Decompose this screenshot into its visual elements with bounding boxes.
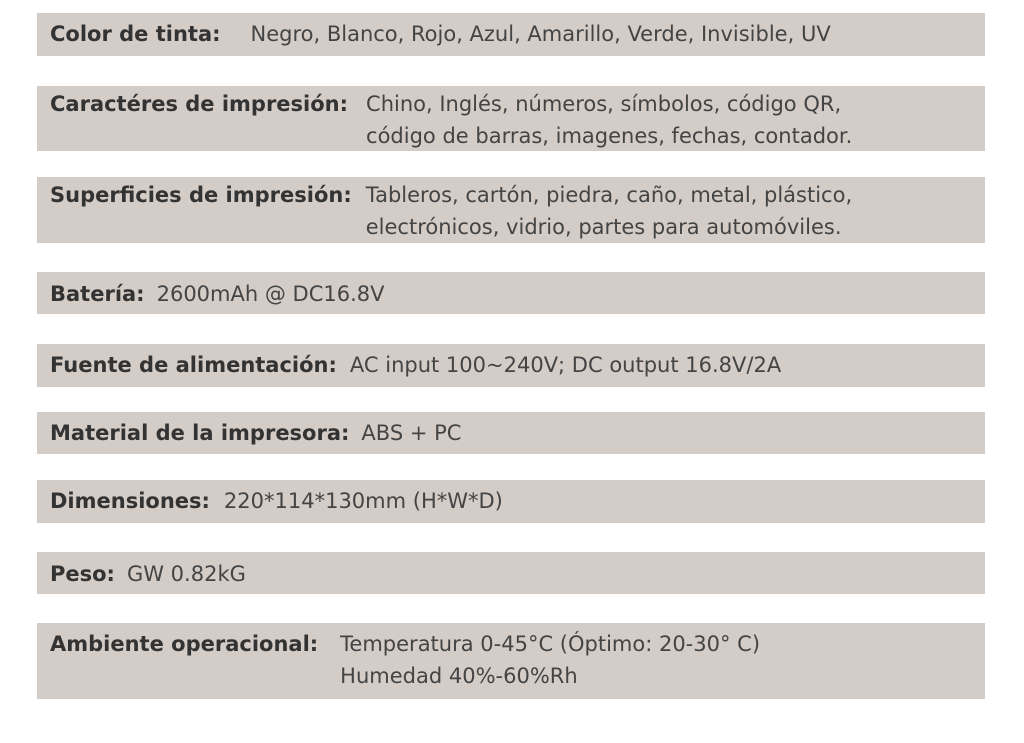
- spec-value-line: Tableros, cartón, piedra, caño, metal, plástico,: [365, 183, 853, 207]
- spec-value-line: código de barras, imagenes, fechas, contador.: [366, 124, 853, 148]
- spec-value: [157, 278, 385, 310]
- spec-label: Dimensiones:: [50, 489, 210, 513]
- spec-value-line: 220*114*130mm (H*W*D): [223, 489, 503, 513]
- spec-value-line: Negro, Blanco, Rojo, Azul, Amarillo, Verde, Invisible, UV: [250, 22, 831, 46]
- spec-row-print-surfaces: [37, 177, 985, 243]
- spec-value: [366, 88, 852, 152]
- spec-value: [251, 18, 831, 50]
- spec-value-line: 2600mAh @ DC16.8V: [156, 282, 385, 306]
- spec-label: Peso:: [50, 562, 115, 586]
- spec-row-weight: [37, 552, 985, 594]
- spec-label: Ambiente operacional:: [50, 632, 319, 656]
- spec-value: [340, 628, 760, 692]
- spec-value: [350, 349, 781, 381]
- spec-value: [366, 179, 852, 243]
- spec-row-power-supply: [37, 344, 985, 387]
- spec-label: Material de la impresora:: [50, 421, 350, 445]
- spec-value: [224, 485, 503, 517]
- spec-value-line: Chino, Inglés, números, símbolos, código QR,: [366, 92, 842, 116]
- spec-row-ink-color: [37, 13, 985, 56]
- spec-value: [127, 558, 246, 590]
- spec-row-printer-material: [37, 412, 985, 454]
- spec-label: Color de tinta:: [50, 22, 221, 46]
- spec-row-operating-environment: [37, 623, 985, 699]
- spec-value-line: Temperatura 0-45°C (Óptimo: 20-30° C): [340, 632, 761, 656]
- spec-row-battery: [37, 272, 985, 314]
- spec-label: Fuente de alimentación:: [50, 353, 337, 377]
- spec-value: [361, 417, 461, 449]
- spec-value-line: GW 0.82kG: [126, 562, 246, 586]
- spec-label: Caractéres de impresión:: [50, 92, 349, 116]
- spec-row-dimensions: [37, 480, 985, 523]
- spec-value-line: AC input 100~240V; DC output 16.8V/2A: [349, 353, 782, 377]
- spec-label: Batería:: [50, 282, 145, 306]
- spec-value-line: Humedad 40%-60%Rh: [340, 664, 578, 688]
- spec-value-line: electrónicos, vidrio, partes para automóviles.: [365, 215, 842, 239]
- spec-value-line: ABS + PC: [361, 421, 462, 445]
- spec-row-print-characters: [37, 86, 985, 151]
- spec-label: Superficies de impresión:: [50, 183, 352, 207]
